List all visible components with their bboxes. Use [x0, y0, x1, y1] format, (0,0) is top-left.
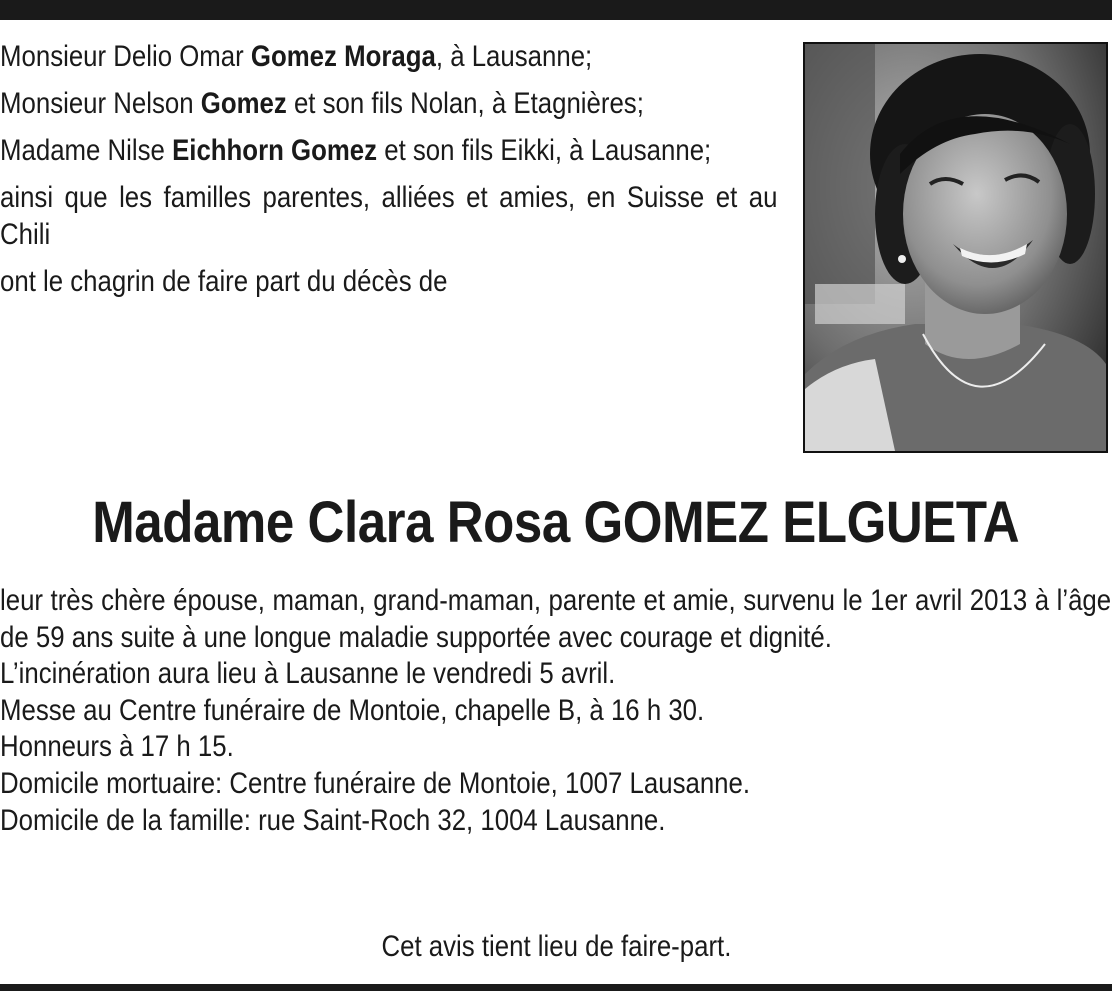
relatives-line	[0, 179, 777, 253]
mourners-list	[0, 38, 777, 310]
bottom-rule	[0, 984, 1112, 991]
relatives-text: ainsi que les familles parentes, alliées et amies, en Suisse et au Chili	[0, 181, 778, 251]
deceased-name-text: Madame Clara Rosa GOMEZ ELGUETA	[92, 490, 1020, 555]
mourner-text: Monsieur Delio Omar	[0, 40, 251, 73]
mourner-text: et son fils Nolan, à Etagnières;	[286, 87, 644, 120]
mourner-surname: Gomez Moraga	[250, 40, 436, 73]
cremation-info: L’incinération aura lieu à Lausanne le vendredi 5 avril.	[0, 657, 616, 691]
mourner-text: Monsieur Nelson	[0, 87, 201, 120]
mourner-text: , à Lausanne;	[435, 40, 593, 73]
family-address: Domicile de la famille: rue Saint-Roch 32, 1004 Lausanne.	[0, 803, 666, 837]
top-rule	[0, 0, 1112, 20]
honours-info: Honneurs à 17 h 15.	[0, 730, 234, 764]
mourner-line	[0, 85, 777, 122]
mourner-text: Madame Nilse	[0, 134, 173, 167]
announcement-line	[0, 263, 777, 300]
mourner-line	[0, 132, 777, 169]
notice-footer	[0, 927, 1112, 967]
mortuary-address: Domicile mortuaire: Centre funéraire de Montoie, 1007 Lausanne.	[0, 766, 751, 800]
mourner-surname: Gomez	[200, 87, 287, 120]
mourner-surname: Eichhorn Gomez	[172, 134, 378, 167]
deceased-name	[0, 488, 1112, 558]
mourner-text: et son fils Eikki, à Lausanne;	[377, 134, 712, 167]
notice-text: Cet avis tient lieu de faire-part.	[381, 930, 731, 963]
announcement-text: ont le chagrin de faire part du décès de	[0, 265, 448, 298]
eulogy-paragraph: leur très chère épouse, maman, grand-maman, parente et amie, survenu le 1er avril 2013 à l’âge de 59 ans suite à une longue maladie supportée avec courage et dignité.	[0, 584, 1112, 654]
obituary-details	[0, 583, 1111, 839]
portrait-illustration	[805, 44, 1106, 451]
mass-info: Messe au Centre funéraire de Montoie, chapelle B, à 16 h 30.	[0, 693, 705, 727]
portrait-photo	[803, 42, 1108, 453]
mourner-line	[0, 38, 777, 75]
